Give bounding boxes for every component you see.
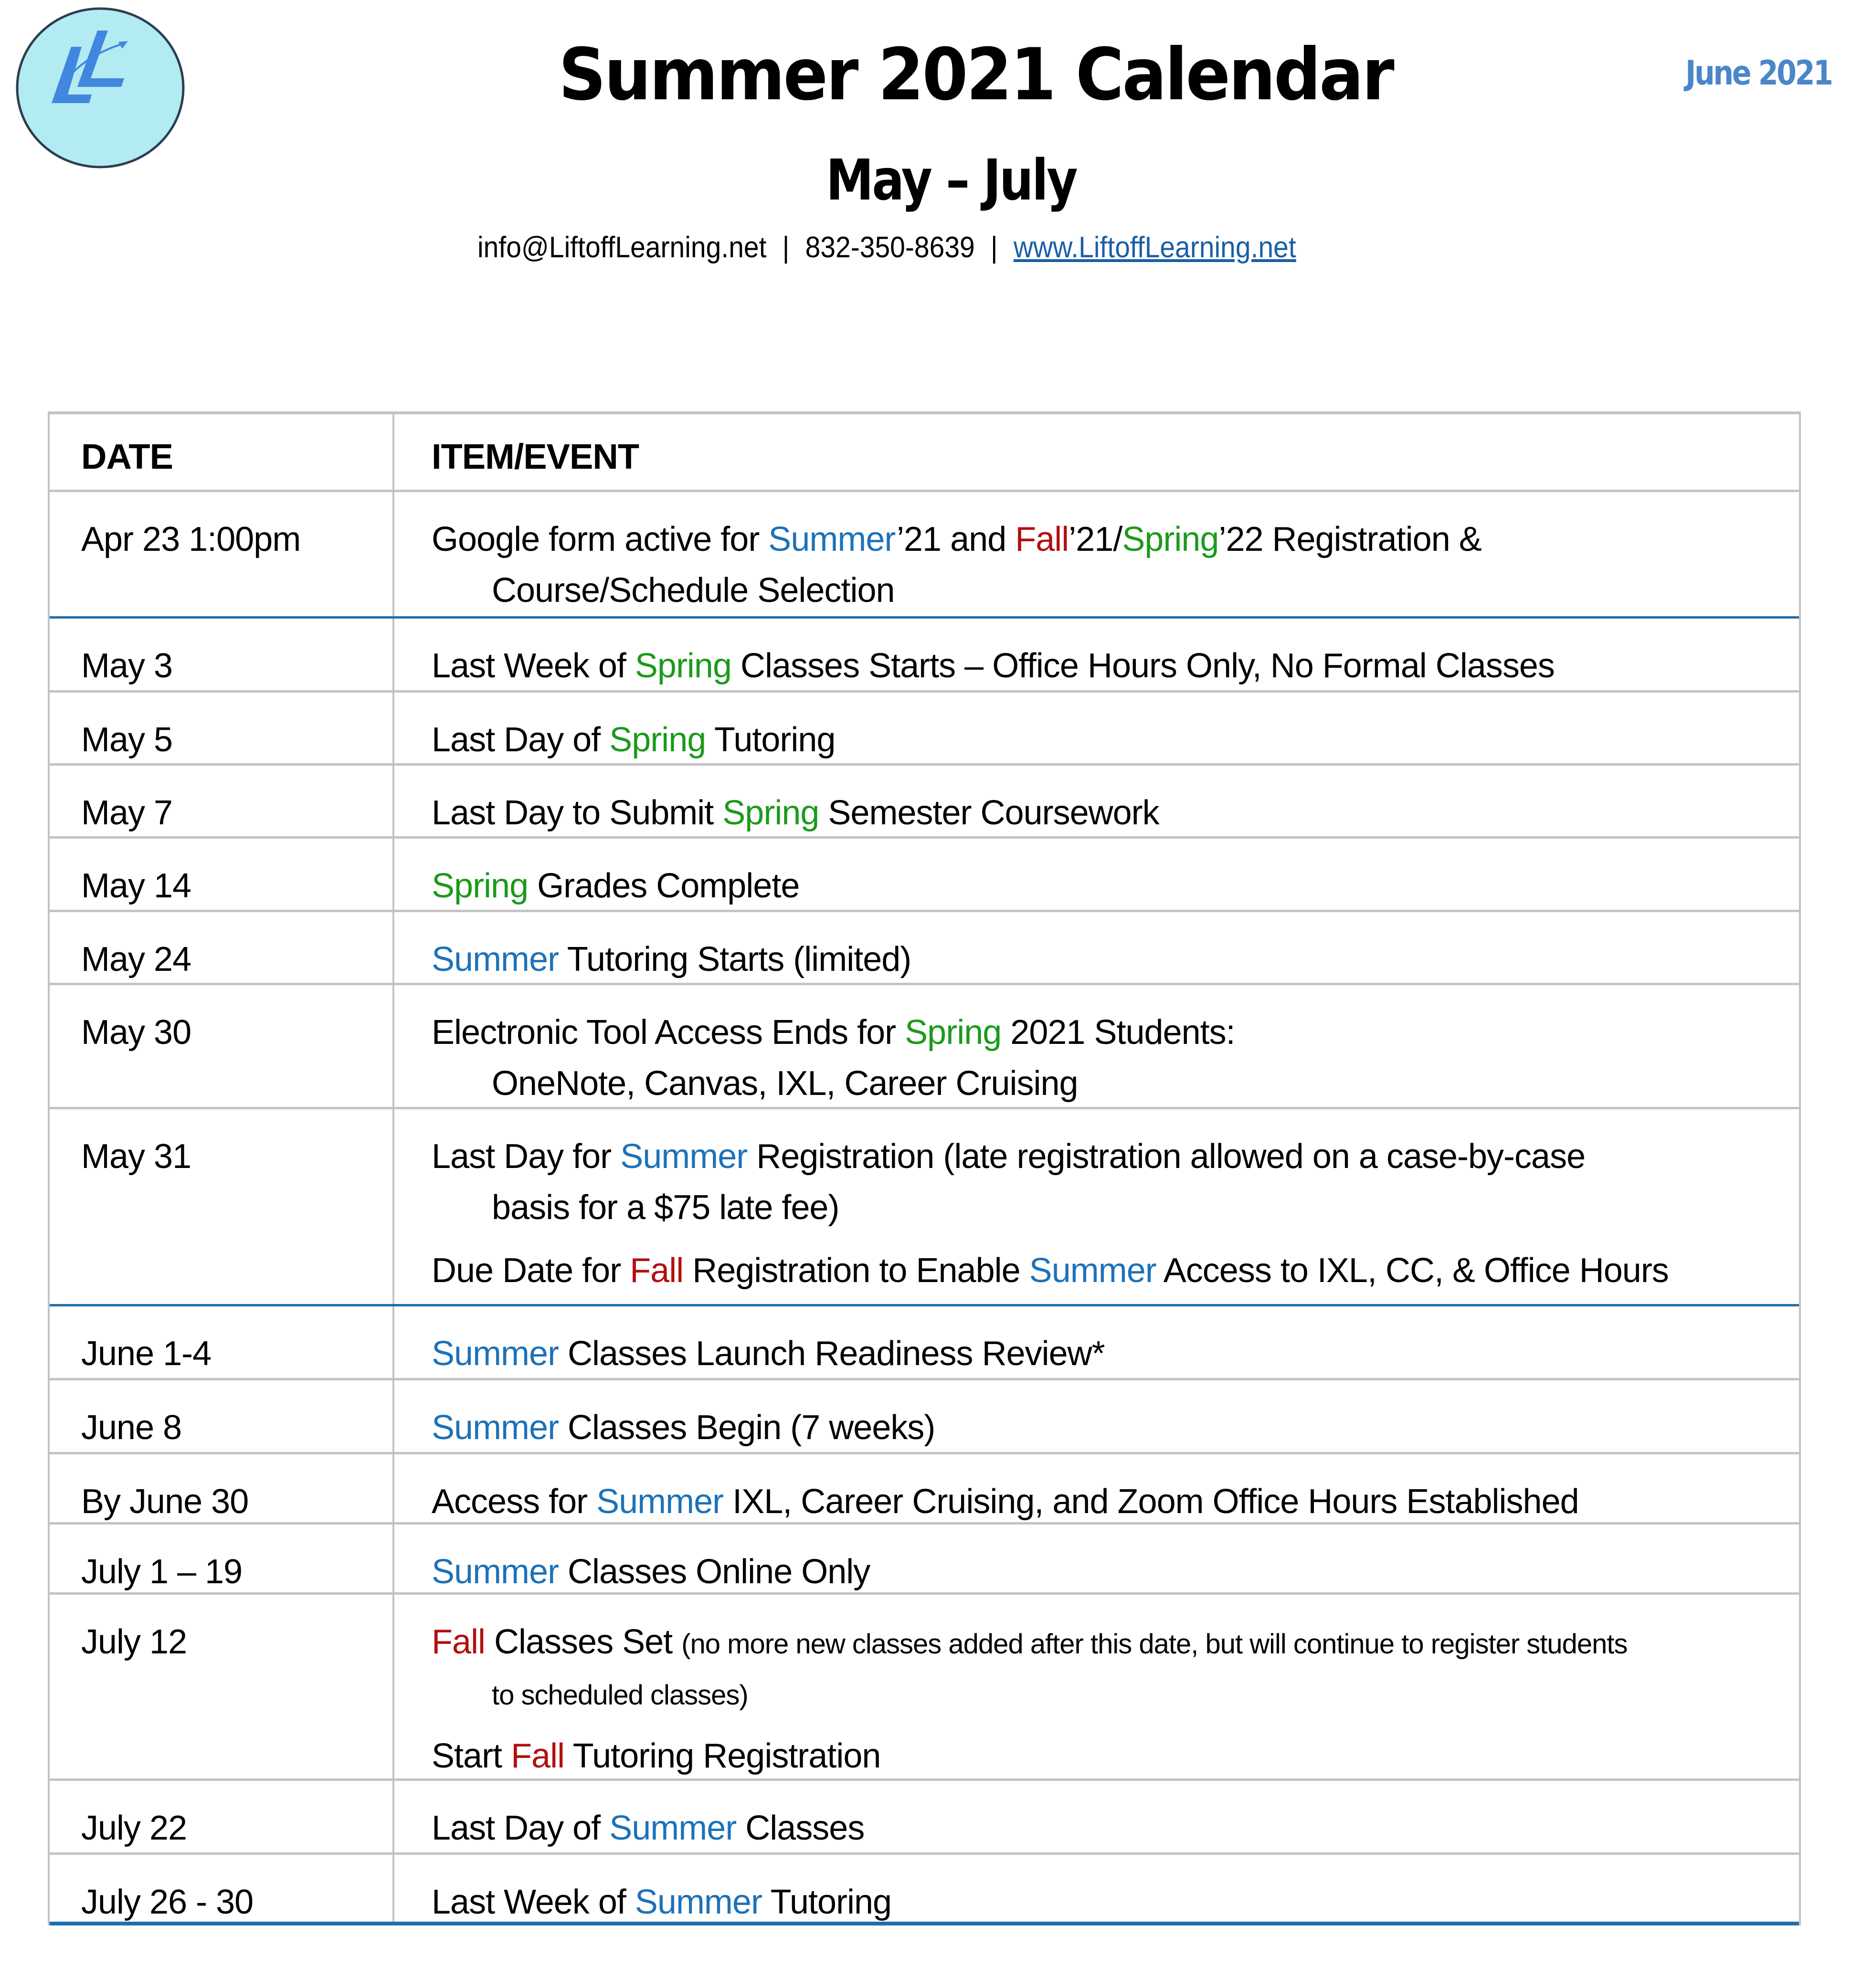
spring-term: Spring: [722, 794, 819, 832]
event-text: Last Day of: [432, 721, 610, 759]
event-line: [432, 565, 1780, 616]
event-text: Due Date for: [432, 1252, 630, 1290]
summer-term: Summer: [620, 1137, 748, 1176]
event-text: Classes Set: [485, 1623, 682, 1661]
summer-term: Summer: [432, 940, 559, 978]
event-text: Grades Complete: [528, 867, 800, 905]
event-text: ’21 and: [897, 520, 1016, 558]
event-text: Semester Coursework: [819, 794, 1159, 832]
column-header-date: DATE: [50, 414, 394, 490]
summer-term: Summer: [596, 1483, 724, 1521]
liftoff-learning-logo: [15, 7, 185, 169]
logo-icon: [15, 7, 185, 169]
event-text: Classes Begin (7 weeks): [559, 1409, 935, 1447]
summer-term: Summer: [1029, 1252, 1156, 1290]
table-row: [50, 839, 1799, 912]
event-line: [432, 1877, 1780, 1928]
summer-term: Summer: [609, 1809, 737, 1847]
event-cell: [394, 492, 1799, 616]
spring-term: Spring: [432, 867, 529, 905]
table-row: [50, 1380, 1799, 1454]
event-text: Classes Online Only: [559, 1553, 870, 1591]
event-line: [432, 1617, 1780, 1668]
event-line: [432, 1058, 1780, 1109]
summer-term: Summer: [432, 1335, 559, 1373]
event-cell: [394, 1855, 1799, 1922]
table-row: [50, 766, 1799, 839]
event-line: [432, 1546, 1780, 1598]
event-line: [432, 1803, 1780, 1854]
event-text: Last Day for: [432, 1137, 621, 1176]
event-text: Electronic Tool Access Ends for: [432, 1013, 905, 1052]
event-line: [432, 1182, 1780, 1233]
date-cell: June 8: [50, 1380, 394, 1452]
event-line: [432, 1476, 1780, 1527]
date-cell: May 7: [50, 766, 394, 836]
event-text: Google form active for: [432, 520, 769, 558]
fall-term: Fall: [511, 1737, 565, 1776]
date-cell: July 12: [50, 1595, 394, 1778]
event-line: [432, 715, 1780, 766]
table-row: [50, 693, 1799, 766]
summer-term: Summer: [635, 1883, 762, 1921]
website-link[interactable]: www.LiftoffLearning.net: [1013, 231, 1296, 264]
event-text: Classes: [736, 1809, 865, 1847]
summer-term: Summer: [432, 1553, 559, 1591]
event-line: [432, 514, 1780, 565]
event-text: OneNote, Canvas, IXL, Career Cruising: [492, 1064, 1078, 1103]
page-subtitle: May – July: [826, 147, 1077, 213]
event-cell: [394, 1525, 1799, 1592]
date-cell: July 22: [50, 1781, 394, 1852]
event-text: Tutoring: [762, 1883, 892, 1921]
fall-term: Fall: [1015, 520, 1069, 558]
event-cell: [394, 1781, 1799, 1852]
separator: |: [782, 231, 790, 264]
event-text: Tutoring: [706, 721, 836, 759]
event-line: [432, 1402, 1780, 1453]
table-row: [50, 912, 1799, 985]
event-cell: [394, 619, 1799, 690]
event-cell: [394, 839, 1799, 910]
event-text: (no more new classes added after this date, but will continue to register students: [681, 1629, 1628, 1660]
contact-email[interactable]: info@LiftoffLearning.net: [477, 231, 767, 264]
fall-term: Fall: [432, 1623, 486, 1661]
event-text: Access to IXL, CC, & Office Hours: [1156, 1252, 1669, 1290]
date-cell: May 14: [50, 839, 394, 910]
event-cell: [394, 693, 1799, 763]
event-text: Tutoring Registration: [564, 1737, 881, 1776]
column-header-event: ITEM/EVENT: [432, 437, 639, 476]
table-row: [50, 1306, 1799, 1380]
event-cell: [394, 985, 1799, 1107]
event-text: Classes Launch Readiness Review*: [559, 1335, 1105, 1373]
date-cell: May 31: [50, 1109, 394, 1304]
date-cell: May 24: [50, 912, 394, 983]
event-cell: [394, 1380, 1799, 1452]
table-row: [50, 492, 1799, 619]
contact-line: [477, 233, 1296, 263]
event-cell: [394, 1454, 1799, 1522]
table-row: [50, 1109, 1799, 1306]
event-text: ’21/: [1069, 520, 1122, 558]
event-text: to scheduled classes): [492, 1679, 748, 1711]
date-cell: July 26 - 30: [50, 1855, 394, 1922]
event-text: basis for a $75 late fee): [492, 1188, 839, 1227]
edition-label: June 2021: [1685, 53, 1832, 93]
event-line: [432, 788, 1780, 839]
spring-term: Spring: [635, 647, 732, 685]
table-row: [50, 619, 1799, 693]
event-line: [432, 1131, 1780, 1182]
event-text: Last Day to Submit: [432, 794, 723, 832]
fall-term: Fall: [630, 1252, 684, 1290]
event-line: [432, 934, 1780, 985]
event-line: [432, 641, 1780, 692]
event-line: [432, 1245, 1780, 1296]
contact-phone: 832-350-8639: [805, 231, 975, 264]
event-text: Registration to Enable: [683, 1252, 1029, 1290]
date-cell: May 30: [50, 985, 394, 1107]
page-title: Summer 2021 Calendar: [559, 33, 1393, 116]
separator: |: [990, 231, 998, 264]
table-row: [50, 1595, 1799, 1781]
event-line: [432, 861, 1780, 912]
spring-term: Spring: [1122, 520, 1219, 558]
date-cell: May 5: [50, 693, 394, 763]
event-cell: [394, 1595, 1799, 1778]
event-text: Last Week of: [432, 647, 635, 685]
event-text: Last Week of: [432, 1883, 635, 1921]
summer-term: Summer: [432, 1409, 559, 1447]
table-row: [50, 1781, 1799, 1855]
summer-term: Summer: [768, 520, 897, 558]
event-text: 2021 Students:: [1001, 1013, 1235, 1052]
date-cell: By June 30: [50, 1454, 394, 1522]
event-text: Tutoring Starts (limited): [559, 940, 911, 978]
event-cell: [394, 766, 1799, 836]
event-text: ’22 Registration &: [1218, 520, 1481, 558]
date-cell: July 1 – 19: [50, 1525, 394, 1592]
date-cell: June 1-4: [50, 1306, 394, 1378]
spring-term: Spring: [905, 1013, 1002, 1052]
event-text: Start: [432, 1737, 511, 1776]
event-line: [432, 1668, 1780, 1719]
event-line: [432, 1007, 1780, 1058]
date-cell: May 3: [50, 619, 394, 690]
event-text: Last Day of: [432, 1809, 610, 1847]
table-header-row: [50, 414, 1799, 492]
event-cell: [394, 912, 1799, 983]
event-text: Access for: [432, 1483, 597, 1521]
table-row: [50, 1454, 1799, 1525]
table-row: [50, 985, 1799, 1109]
event-text: Course/Schedule Selection: [492, 571, 895, 610]
event-cell: [394, 1306, 1799, 1378]
event-text: Registration (late registration allowed on a case-by-case: [747, 1137, 1586, 1176]
spring-term: Spring: [609, 721, 706, 759]
table-row: [50, 1525, 1799, 1595]
event-text: Classes Starts – Office Hours Only, No Formal Classes: [731, 647, 1555, 685]
event-line: [432, 1328, 1780, 1379]
event-text: IXL, Career Cruising, and Zoom Office Hours Established: [723, 1483, 1579, 1521]
event-cell: [394, 1109, 1799, 1304]
calendar-table: [48, 411, 1801, 1925]
event-line: [432, 1731, 1780, 1782]
date-cell: Apr 23 1:00pm: [50, 492, 394, 616]
table-row: [50, 1855, 1799, 1925]
